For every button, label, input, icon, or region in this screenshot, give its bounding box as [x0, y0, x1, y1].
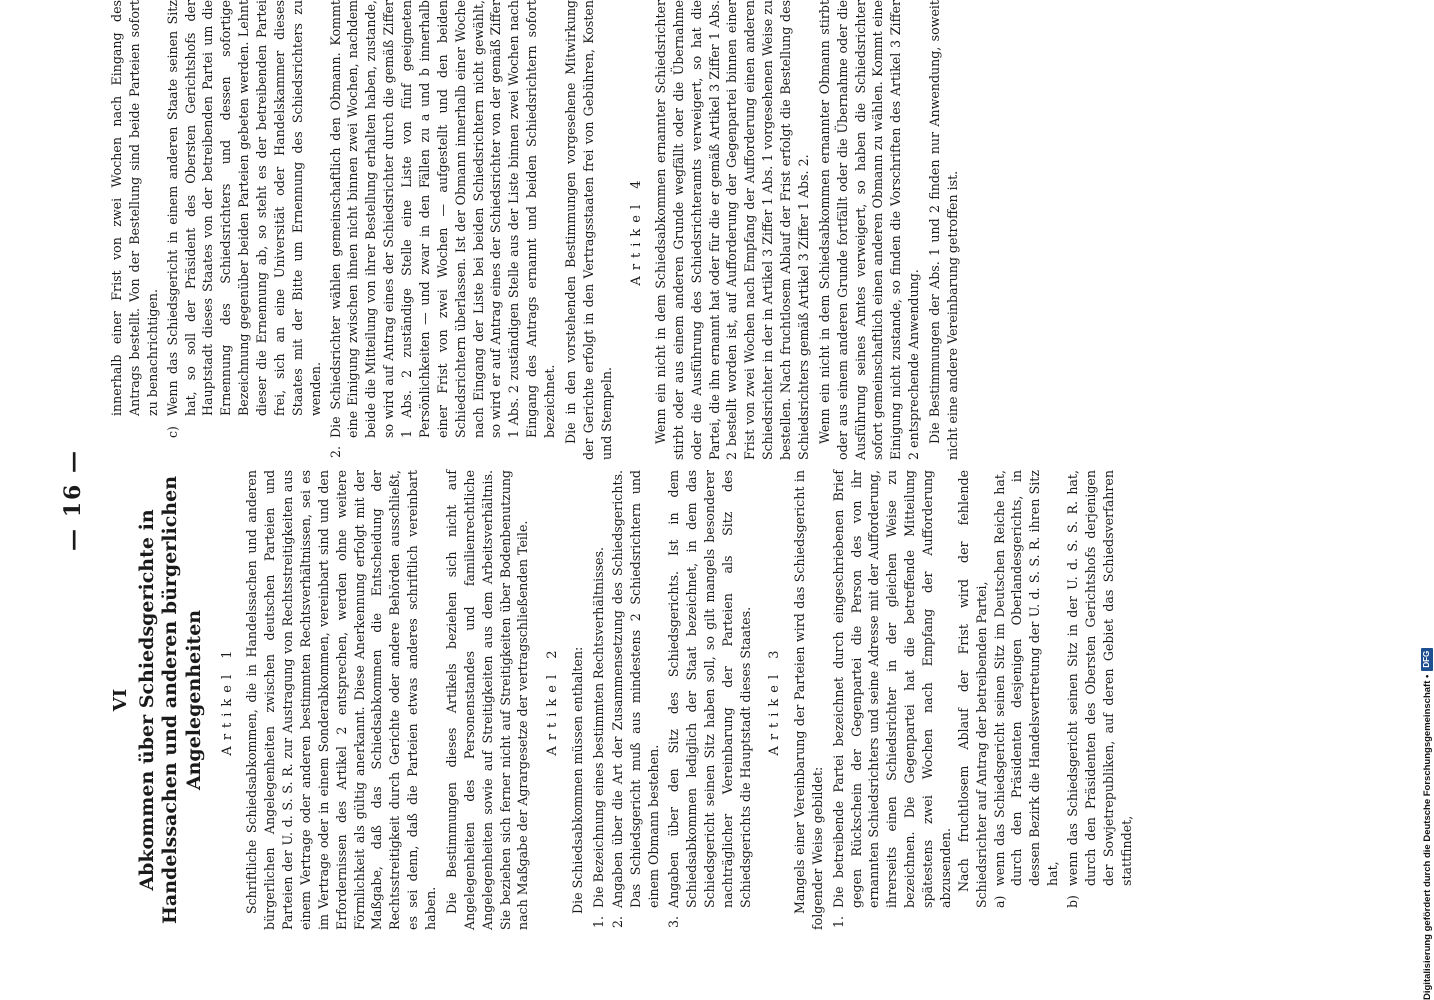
list-item: 2. Die Schiedsrichter wählen gemeinschaftlich den Obmann. Kommt eine Einigung zwischen ihnen nicht binnen zwei Wochen, nachdem beide die Mitteilung von ihrer Bestellung erhalten haben, zustande, so wird auf Antrag eines der Schiedsrichter durch die gemäß Ziffer 1 Abs. 2 zuständige Stelle eine Liste von fünf geeigneten Persönlichkeiten — und zwar in den Fällen zu a und b innerhalb einer Frist von zwei Wochen — aufgestellt und den beiden Schiedsrichtern überlassen. Ist der Obmann innerhalb einer Woche nach Eingang der Liste bei beiden Schiedsrichtern nicht gewählt, so wird er auf Antrag eines der Schiedsrichter von der gemäß Ziffer 1 Abs. 2 zuständigen Stelle aus der Liste binnen zwei Wochen nach Eingang des Antrags ernannt und beiden Schiedsrichtern sofort bezeichnet.: [327, 0, 557, 458]
article-1-paragraph-1: Schriftliche Schiedsabkommen, die in Handelssachen und anderen bürgerlichen Angelegenheiten zwischen deutschen Parteien und Parteien der U. d. S. S. R. zur Austragung von Rechtsstreitigkeiten aus einem Vertrage oder anderen bestimmten Rechtsverhältnissen, sei es im Vertrage oder in einem Sonderabkommen, vereinbart sind und den Erfordernissen des Artikel 2 entsprechen, werden ohne weitere Förmlichkeit als gültig anerkannt. Diese Anerkennung erfolgt mit der Maßgabe, daß das Schiedsabkommen die Entscheidung der Rechtsstreitigkeit durch Gerichte oder andere Behörden ausschließt, es sei denn, daß die Parteien etwas anderes schriftlich vereinbart haben.: [244, 470, 438, 930]
article-2-list: [590, 470, 755, 930]
article-3-heading: Artikel 3: [767, 644, 783, 756]
article-3-sublist: [991, 470, 1136, 908]
article-4-paragraph-1: Wenn ein nicht in dem Schiedsabkommen ernannter Schiedsrichter stirbt oder aus einem anderen Grunde wegfällt oder die Übernahme oder die Ausführung des Schiedsrichteramts verweigert, so hat die Partei, die ihn ernannt hat oder für die er gemäß Artikel 3 Ziffer 1 Abs. 2 bestellt worden ist, auf Aufforderung der Gegenpartei binnen einer Frist von zwei Wochen nach Empfang der Aufforderung einen anderen Schiedsrichter in der in Artikel 3 Ziffer 1 Abs. 1 vorgesehenen Weise zu bestellen. Nach fruchtlosem Ablauf der Frist erfolgt die Bestellung des Schiedsrichters gemäß Artikel 3 Ziffer 1 Abs. 2.: [652, 0, 811, 460]
article-2-heading: Artikel 2: [545, 644, 561, 756]
article-4-heading: Artikel 4: [628, 174, 644, 286]
list-item: 3. Angaben über den Sitz des Schiedsgerichts. Ist in dem Schiedsabkommen lediglich der Staat bezeichnet, in dem das Schiedsgericht seinen Sitz haben soll, so gilt mangels besonderer nachträglicher Vereinbarung der Parteien als Sitz des Schiedsgerichts die Hauptstadt dieses Staates.: [666, 470, 753, 928]
article-2-intro: Die Schiedsabkommen müssen enthalten:: [569, 646, 585, 914]
list-item: 2. Angaben über die Art der Zusammensetzung des Schiedsgerichts. Das Schiedsgericht muß aus mindestens 2 Schiedsrichtern und einem Obmann bestehen.: [610, 470, 662, 928]
list-item: innerhalb einer Frist von zwei Wochen nach Eingang des Antrags bestellt. Von der Bestellung sind beide Parteien sofort zu benachrichtigen.: [109, 0, 160, 416]
right-column: [108, 0, 965, 460]
document-title: Abkommen über Schiedsgerichte in Handelssachen und anderen bürgerlichen Angelegenheiten: [135, 475, 206, 925]
list-item: c) Wenn das Schiedsgericht in einem anderen Staate seinen Sitz hat, so soll der Präsident des Obersten Gerichtshofs der Hauptstadt dieses Staates von der betreibenden Partei um die Ernennung des Schiedsrichters und dessen sofortige Bezeichnung gegenüber beiden Parteien gebeten werden. Lehnt dieser die Ernennung ab, so steht es der betreibenden Partei frei, sich an eine Universität oder Handelskammer dieses Staates mit der Bitte um Ernennung des Schiedsrichters zu wenden.: [164, 0, 323, 438]
article-3-list: [830, 470, 1136, 930]
list-item: 1. Die betreibende Partei bezeichnet durch eingeschriebenen Brief gegen Rückschein der Gegenpartei die Person des von ihr ernannten Schiedsrichters und seine Adresse mit der Aufforderung, ihrerseits einen Schiedsrichter in der gleichen Weise zu bezeichnen. Die Gegenpartei hat die betreffende Mitteilung spätestens zwei Wochen nach Empfang der Aufforderung abzusenden. Nach fruchtlosem Ablauf der Frist wird der fehlende Schiedsrichter auf Antrag der betreibenden Partei, a) wenn das Schiedsgericht seinen Sitz im Deutschen Reiche hat, durch den Präsidenten desjenigen Oberlandesgerichts, in dessen Bezirk die Handelsvertretung der U. d. S. S. R. ihren Sitz hat, b) wenn das Schiedsgericht seinen Sitz in der U. d. S. S. R. hat, durch den Präsidenten des Obersten Gerichtshofs derjenigen der Sowjetrepubliken, auf deren Gebiet das Schiedsverfahren stattfindet,: [830, 470, 1134, 928]
list-item: b) wenn das Schiedsgericht seinen Sitz in der U. d. S. S. R. hat, durch den Präsidenten des Obersten Gerichtshofs derjenigen der Sowjetrepubliken, auf deren Gebiet das Schiedsverfahren stattfindet,: [1065, 470, 1134, 908]
article-3-list-continued: [108, 0, 559, 460]
article-1-heading: Artikel 1: [219, 644, 235, 756]
page-number: — 16 —: [60, 449, 86, 551]
digitization-note-text: Digitalisierung gefördert durch die Deutsche Forschungsgemeinschaft •: [1421, 674, 1433, 1000]
digitization-note: [1419, 0, 1434, 1000]
article-1-paragraph-2: Die Bestimmungen dieses Artikels beziehen sich nicht auf Angelegenheiten des Personenstandes und familienrechtliche Angelegenheiten sowie auf Streitigkeiten aus dem Arbeitsverhältnis. Sie beziehen sich ferner nicht auf Streitigkeiten über Bodenbenutzung nach Maßgabe der Agrargesetze der vertragschließenden Teile.: [443, 470, 531, 930]
list-item: a) wenn das Schiedsgericht seinen Sitz im Deutschen Reiche hat, durch den Präsidenten desjenigen Oberlandesgerichts, in dessen Bezirk die Handelsvertretung der U. d. S. S. R. ihren Sitz hat,: [991, 470, 1061, 908]
left-column: [108, 470, 1139, 930]
article-3-intro: Mangels einer Vereinbarung der Parteien wird das Schiedsgericht in folgender Weise gebildet:: [791, 470, 825, 930]
article-3-item-1-continuation: Nach fruchtlosem Ablauf der Frist wird der fehlende Schiedsrichter auf Antrag der betreibenden Partei,: [955, 470, 989, 908]
dfg-logo: DFG: [1421, 648, 1433, 671]
article-4-paragraph-2: Wenn ein nicht in dem Schiedsabkommen ernannter Obmann stirbt oder aus einem anderen Grunde fortfällt oder die Übernahme oder die Ausführung seines Amtes verweigert, so haben die Schiedsrichter sofort gemeinschaftlich einen anderen Obmann zu wählen. Kommt eine Einigung nicht zustande, so finden die Vorschriften des Artikel 3 Ziffer 2 entsprechende Anwendung.: [816, 0, 922, 460]
article-4-paragraph-3: Die Bestimmungen der Abs. 1 und 2 finden nur Anwendung, soweit nicht eine andere Vereinbarung getroffen ist.: [927, 0, 960, 460]
article-3-closing: Die in den vorstehenden Bestimmungen vorgesehene Mitwirkung der Gerichte erfolgt in den Vertragsstaaten frei von Gebühren, Kosten und Stempeln.: [562, 0, 614, 460]
document-number: VI: [110, 688, 131, 712]
list-item: 1. Die Bezeichnung eines bestimmten Rechtsverhältnisses.: [590, 547, 606, 928]
